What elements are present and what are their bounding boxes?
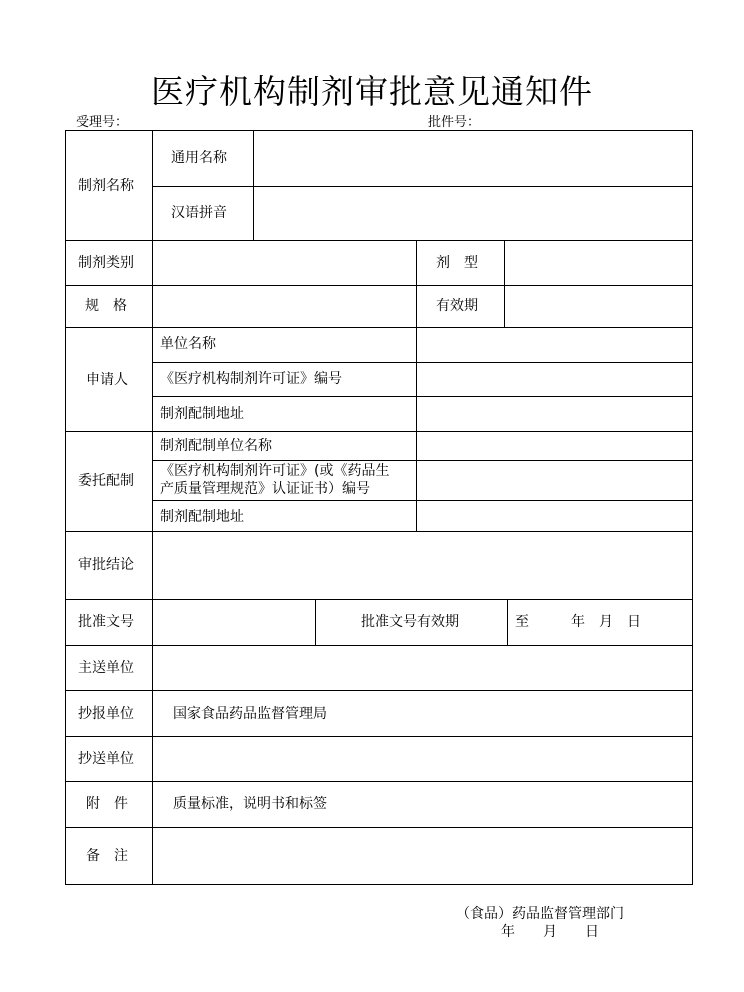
category-label: 制剂类别 bbox=[78, 255, 134, 271]
validity-label: 有效期 bbox=[436, 298, 478, 314]
page-title: 医疗机构制剂审批意见通知件 bbox=[151, 72, 593, 111]
license-number-label: 《医疗机构制剂许可证》编号 bbox=[160, 371, 342, 387]
entrusted-preparation-label: 委托配制 bbox=[78, 473, 134, 489]
validity-range-text: 至 年 月 日 bbox=[515, 614, 641, 630]
acceptance-number-label: 受理号： bbox=[76, 115, 129, 130]
preparation-name-label: 制剂名称 bbox=[78, 178, 134, 194]
issue-date: 年 月 日 bbox=[501, 924, 599, 940]
preparation-address-label: 制剂配制地址 bbox=[160, 406, 244, 422]
approval-doc-validity-label: 批准文号有效期 bbox=[361, 614, 459, 630]
dosage-form-label: 剂 型 bbox=[436, 255, 478, 271]
issuing-department: （食品）药品监督管理部门 bbox=[456, 906, 624, 922]
entrusted-license-label-line1: 《医疗机构制剂许可证》(或《药品生 bbox=[160, 463, 390, 479]
approval-doc-number-label: 批准文号 bbox=[78, 614, 134, 630]
attachment-label: 附 件 bbox=[86, 796, 128, 812]
entrusted-address-label: 制剂配制地址 bbox=[160, 509, 244, 525]
conclusion-label: 审批结论 bbox=[78, 557, 134, 573]
unit-name-label: 单位名称 bbox=[160, 336, 216, 352]
attachment-value: 质量标准，说明书和标签 bbox=[173, 796, 327, 812]
remarks-label: 备 注 bbox=[86, 848, 128, 864]
approval-number-label: 批件号： bbox=[428, 115, 481, 130]
generic-name-label: 通用名称 bbox=[171, 150, 227, 166]
main-recipient-label: 主送单位 bbox=[78, 660, 134, 676]
applicant-label: 申请人 bbox=[86, 372, 128, 388]
copy-to-label: 抄送单位 bbox=[78, 751, 134, 767]
specification-label: 规 格 bbox=[85, 298, 127, 314]
report-to-value: 国家食品药品监督管理局 bbox=[173, 706, 327, 722]
pinyin-label: 汉语拼音 bbox=[171, 205, 227, 221]
entrusted-license-label-line2: 产质量管理规范》认证证书）编号 bbox=[160, 481, 370, 497]
report-to-label: 抄报单位 bbox=[78, 706, 134, 722]
entrusted-unit-label: 制剂配制单位名称 bbox=[160, 438, 272, 454]
